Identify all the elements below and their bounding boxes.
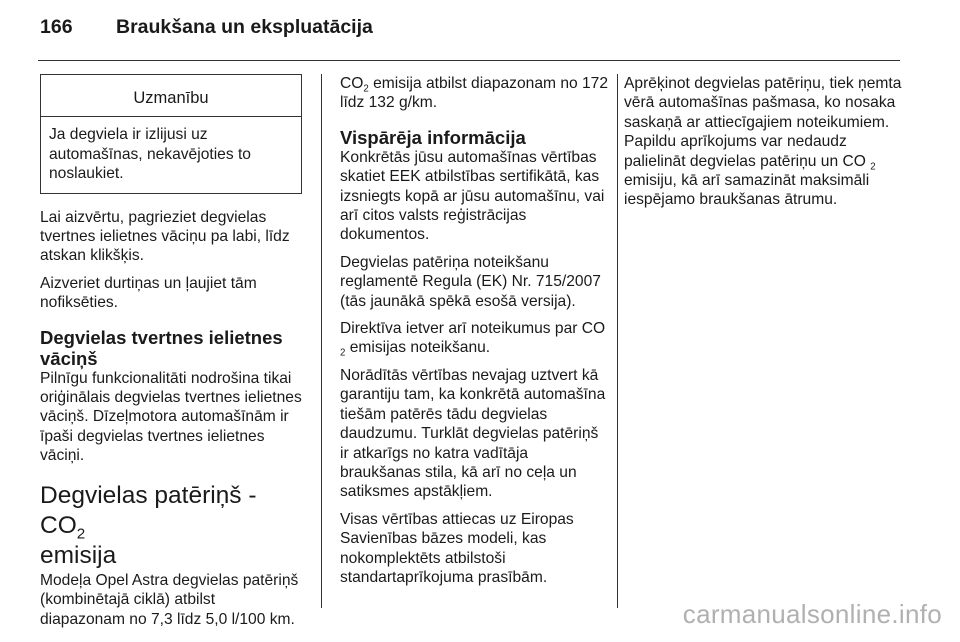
subscript: 2 xyxy=(76,525,86,542)
paragraph: Degvielas patēriņa noteikšanu reglamentē Regula (EK) Nr. 715/2007 (tās jaunākā spēkā esošā versija). xyxy=(340,253,601,310)
heading-text: emisija xyxy=(40,541,117,569)
subscript: 2 xyxy=(340,347,346,359)
chapter-title: Braukšana un ekspluatācija xyxy=(116,16,373,38)
header-rule xyxy=(38,60,900,61)
caution-text: Ja degviela ir izlijusi uz automašīnas, nekavējoties to noslaukiet. xyxy=(49,126,251,183)
paragraph: Lai aizvērtu, pagrieziet degvielas tvertnes ielietnes vāciņu pa labi, līdz atskan klikšķis. xyxy=(40,208,290,265)
watermark: carmanualsonline.info xyxy=(682,599,942,629)
page-number: 166 xyxy=(40,16,73,38)
paragraph: Aizveriet durtiņas un ļaujiet tām nofiksēties. xyxy=(40,274,257,312)
text-run: Aprēķinot degvielas patēriņu, tiek ņemta vērā automašīnas pašmasa, ko nosaka saskaņā ar attiecīgajiem noteikumiem. Papildu aprīkojums var nedaudz palielināt degvielas patēriņu un CO xyxy=(624,75,902,170)
heading-text: Degvielas patēriņš - CO xyxy=(40,481,257,539)
column-3 xyxy=(624,74,906,218)
chapter-heading xyxy=(40,481,302,571)
section-heading: Vispārēja informācija xyxy=(340,126,526,148)
column-1 xyxy=(40,74,302,637)
text-run: emisija atbilst diapazonam no 172 līdz 132 g/km. xyxy=(340,75,609,112)
subscript: 2 xyxy=(870,161,876,172)
paragraph xyxy=(340,74,608,113)
text-run: CO xyxy=(340,75,364,92)
text-run: emisijas noteikšanu. xyxy=(345,339,491,357)
paragraph: Norādītās vērtības nevajag uztvert kā garantiju tam, ka konkrētā automašīna tiešām patērēs tādu degvielas daudzumu. Turklāt degvielas patēriņš ir atkarīgs no katra vadītāja braukšanas stila, kā arī no ceļa un satiksmes apstākļiem. xyxy=(340,366,606,501)
column-divider xyxy=(617,74,618,608)
paragraph xyxy=(624,74,906,210)
page-header xyxy=(40,16,373,39)
paragraph: Visas vērtības attiecas uz Eiropas Savienības bāzes modeli, kas nokomplektēts atbilstoši standartaprīkojuma prasībām. xyxy=(340,510,574,586)
caution-title: Uzmanību xyxy=(41,75,301,117)
text-run: emisiju, kā arī samazināt maksimāli iespējamo braukšanas ātrumu. xyxy=(624,172,870,209)
section-heading: Degvielas tvertnes ielietnes vāciņš xyxy=(40,326,283,369)
column-2 xyxy=(340,74,608,595)
column-divider xyxy=(321,74,322,608)
paragraph xyxy=(340,319,608,358)
paragraph: Pilnīgu funkcionalitāti nodrošina tikai oriģinālais degvielas tvertnes ielietnes vāciņš. Dīzeļmotora automašīnām ir īpaši degvielas tvertnes ielietnes vāciņi. xyxy=(40,369,302,465)
caution-box xyxy=(40,74,302,194)
paragraph: Konkrētās jūsu automašīnas vērtības skatiet EEK atbilstības sertifikātā, kas izsniegts kopā ar jūsu automašīnu, vai arī citos valsts reģistrācijas dokumentos. xyxy=(340,148,605,244)
subscript: 2 xyxy=(363,83,369,95)
text-run: Direktīva ietver arī noteikumus par CO xyxy=(340,320,606,338)
paragraph: Modeļa Opel Astra degvielas patēriņš (kombinētajā ciklā) atbilst diapazonam no 7,3 līdz 5,0 l/100 km. xyxy=(40,571,299,628)
